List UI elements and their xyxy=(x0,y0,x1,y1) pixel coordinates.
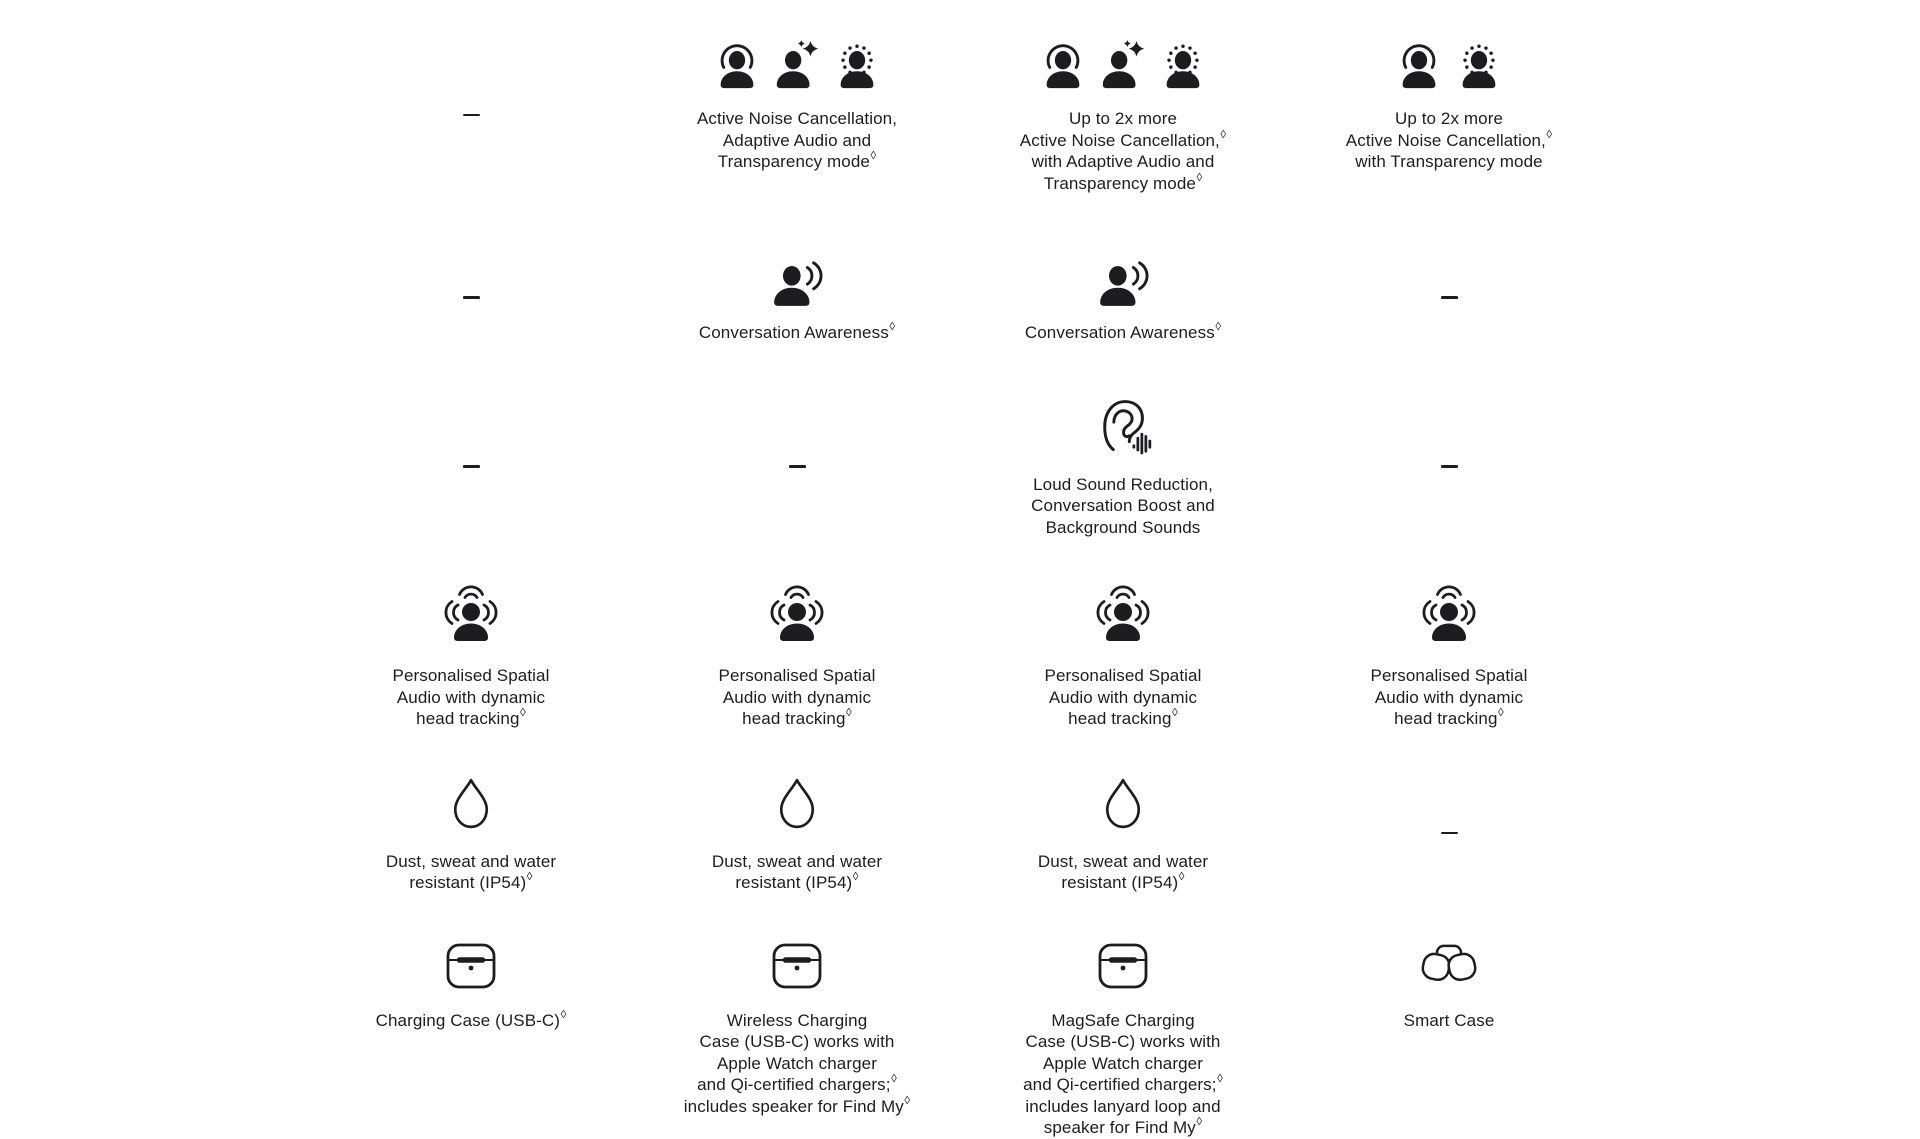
feature-description xyxy=(1020,108,1226,194)
cell-hearing-assistance-col2 xyxy=(634,396,960,539)
cell-charging-case-col2 xyxy=(634,938,960,1139)
cell-noise-control-col1 xyxy=(308,36,634,194)
footnote-diamond: ◊ xyxy=(870,150,877,163)
feature-description xyxy=(393,665,550,730)
cell-noise-control-col2 xyxy=(634,36,960,194)
feature-icon-group xyxy=(450,773,492,833)
footnote-diamond: ◊ xyxy=(520,707,526,720)
cell-charging-case-col3 xyxy=(960,938,1286,1139)
feature-text-line: Background Sounds xyxy=(1045,517,1201,537)
cell-hearing-assistance-col4 xyxy=(1286,396,1612,539)
cell-hearing-assistance-col3 xyxy=(960,396,1286,539)
feature-text-line: head tracking◊ xyxy=(742,707,852,728)
feature-description xyxy=(684,1010,910,1118)
feature-text-line: head tracking◊ xyxy=(1068,707,1178,728)
person-speech-waves-icon xyxy=(1096,254,1150,308)
person-anc-icon xyxy=(1394,39,1444,91)
feature-text-line: and Qi-certified chargers;◊ xyxy=(1023,1073,1223,1094)
feature-icon-group xyxy=(443,938,499,994)
not-available-dash xyxy=(1441,296,1458,299)
footnote-diamond: ◊ xyxy=(1546,128,1553,141)
feature-text-line: Audio with dynamic xyxy=(722,687,872,707)
feature-description xyxy=(719,665,876,730)
feature-text-line: Charging Case (USB-C)◊ xyxy=(375,1008,567,1030)
cell-hearing-assistance-col1 xyxy=(308,396,634,539)
feature-text-line: Dust, sweat and water xyxy=(385,851,557,871)
feature-text-line: resistant (IP54)◊ xyxy=(1061,871,1185,892)
feature-description xyxy=(1404,1010,1495,1032)
feature-row-charging-case xyxy=(0,938,1920,1139)
cell-charging-case-col4 xyxy=(1286,938,1612,1139)
feature-text-line: and Qi-certified chargers;◊ xyxy=(697,1073,897,1094)
cell-noise-control-col3 xyxy=(960,36,1286,194)
feature-text-line: resistant (IP54)◊ xyxy=(735,871,859,892)
feature-description xyxy=(699,322,895,344)
cell-water-resistance-col4 xyxy=(1286,773,1612,894)
feature-description xyxy=(1025,322,1221,344)
footnote-diamond: ◊ xyxy=(891,1073,897,1086)
cell-water-resistance-col1 xyxy=(308,773,634,894)
feature-icon-group xyxy=(1413,583,1485,651)
cell-water-resistance-col3 xyxy=(960,773,1286,894)
footnote-diamond: ◊ xyxy=(1196,1116,1203,1129)
cell-spatial-audio-col2 xyxy=(634,583,960,730)
person-anc-icon xyxy=(1038,39,1088,91)
feature-text-line: Case (USB-C) works with xyxy=(699,1032,895,1051)
cell-spatial-audio-col4 xyxy=(1286,583,1612,730)
feature-text-line: Active Noise Cancellation,◊ xyxy=(1019,128,1227,150)
feature-text-line: Transparency mode◊ xyxy=(1043,171,1203,193)
feature-icon-group xyxy=(1093,396,1153,462)
feature-text-line: resistant (IP54)◊ xyxy=(409,871,533,892)
not-available-dash xyxy=(1441,465,1458,468)
feature-row-spatial-audio xyxy=(0,583,1920,730)
feature-text-line: includes lanyard loop and xyxy=(1025,1096,1221,1116)
feature-row-noise-control xyxy=(0,36,1920,194)
water-drop-icon xyxy=(450,774,492,832)
feature-text-line: includes speaker for Find My◊ xyxy=(683,1094,911,1116)
feature-row-hearing-assistance xyxy=(0,396,1920,539)
spatial-audio-icon xyxy=(1413,585,1485,649)
feature-description xyxy=(1045,665,1202,730)
smart-case-icon xyxy=(1418,943,1480,989)
feature-text-line: Conversation Boost and xyxy=(1031,496,1215,515)
person-adaptive-audio-icon xyxy=(772,39,822,91)
feature-text-line: Audio with dynamic xyxy=(1048,687,1198,707)
footnote-diamond: ◊ xyxy=(1196,171,1203,184)
feature-text-line: Personalised Spatial xyxy=(392,666,550,685)
feature-text-line: Up to 2x more xyxy=(1394,109,1504,128)
feature-icon-group xyxy=(770,252,824,310)
feature-description xyxy=(1038,851,1208,894)
footnote-diamond: ◊ xyxy=(1220,128,1227,141)
feature-text-line: with Transparency mode xyxy=(1355,152,1543,171)
not-available-dash xyxy=(789,465,806,468)
feature-text-line: Apple Watch charger xyxy=(716,1053,877,1073)
person-adaptive-audio-icon xyxy=(1098,39,1148,91)
feature-text-line: Adaptive Audio and xyxy=(722,130,872,150)
not-available-dash xyxy=(463,296,480,299)
feature-description xyxy=(1371,665,1528,730)
cell-spatial-audio-col3 xyxy=(960,583,1286,730)
feature-text-line: Up to 2x more xyxy=(1068,109,1178,128)
feature-icon-group xyxy=(1418,938,1480,994)
not-available-dash xyxy=(1441,832,1458,835)
footnote-diamond: ◊ xyxy=(852,871,859,884)
feature-description xyxy=(376,1010,567,1032)
feature-description xyxy=(1031,474,1215,539)
person-transparency-icon xyxy=(1454,39,1504,91)
feature-icon-group xyxy=(1394,36,1504,94)
feature-description xyxy=(712,851,882,894)
feature-text-line: Transparency mode◊ xyxy=(717,150,877,171)
feature-text-line: with Adaptive Audio and xyxy=(1031,152,1215,171)
footnote-diamond: ◊ xyxy=(1217,1073,1223,1086)
feature-row-conversation-awareness xyxy=(0,252,1920,344)
footnote-diamond: ◊ xyxy=(904,1094,911,1107)
not-available-dash xyxy=(463,465,480,468)
feature-description xyxy=(697,108,897,173)
spatial-audio-icon xyxy=(435,585,507,649)
cell-conversation-awareness-col2 xyxy=(634,252,960,344)
footnote-diamond: ◊ xyxy=(1215,321,1222,334)
feature-text-line: Apple Watch charger xyxy=(1042,1053,1203,1073)
feature-text-line: Active Noise Cancellation, xyxy=(696,109,898,128)
feature-text-line: Personalised Spatial xyxy=(1044,666,1202,685)
feature-row-water-resistance xyxy=(0,773,1920,894)
spatial-audio-icon xyxy=(761,585,833,649)
person-speech-waves-icon xyxy=(770,254,824,308)
person-anc-icon xyxy=(712,39,762,91)
feature-text-line: Loud Sound Reduction, xyxy=(1033,474,1213,494)
feature-text-line: Dust, sweat and water xyxy=(711,851,883,871)
cell-noise-control-col4 xyxy=(1286,36,1612,194)
feature-description xyxy=(1346,108,1552,173)
cell-charging-case-col1 xyxy=(308,938,634,1139)
feature-icon-group xyxy=(1095,938,1151,994)
charging-case-icon xyxy=(1095,940,1151,992)
feature-text-line: Wireless Charging xyxy=(726,1010,868,1030)
cell-spatial-audio-col1 xyxy=(308,583,634,730)
feature-text-line: Audio with dynamic xyxy=(396,687,546,707)
feature-text-line: Conversation Awareness◊ xyxy=(698,321,896,342)
feature-text-line: speaker for Find My◊ xyxy=(1043,1116,1203,1137)
person-transparency-icon xyxy=(832,39,882,91)
feature-icon-group xyxy=(761,583,833,651)
not-available-dash xyxy=(463,114,480,117)
feature-text-line: Smart Case xyxy=(1403,1010,1495,1030)
cell-conversation-awareness-col4 xyxy=(1286,252,1612,344)
feature-text-line: Conversation Awareness◊ xyxy=(1024,321,1222,342)
ear-waveform-icon xyxy=(1093,397,1153,461)
feature-icon-group xyxy=(1087,583,1159,651)
cell-conversation-awareness-col1 xyxy=(308,252,634,344)
feature-text-line: Audio with dynamic xyxy=(1374,687,1524,707)
feature-text-line: Dust, sweat and water xyxy=(1037,851,1209,871)
footnote-diamond: ◊ xyxy=(846,707,852,720)
footnote-diamond: ◊ xyxy=(1172,707,1178,720)
footnote-diamond: ◊ xyxy=(526,871,533,884)
feature-text-line: Personalised Spatial xyxy=(718,666,876,685)
feature-icon-group xyxy=(1102,773,1144,833)
charging-case-icon xyxy=(769,940,825,992)
footnote-diamond: ◊ xyxy=(1498,707,1504,720)
water-drop-icon xyxy=(776,774,818,832)
footnote-diamond: ◊ xyxy=(560,1008,567,1021)
charging-case-icon xyxy=(443,940,499,992)
cell-conversation-awareness-col3 xyxy=(960,252,1286,344)
feature-text-line: Personalised Spatial xyxy=(1370,666,1528,685)
feature-icon-group xyxy=(1038,36,1208,94)
spatial-audio-icon xyxy=(1087,585,1159,649)
feature-description xyxy=(386,851,556,894)
footnote-diamond: ◊ xyxy=(889,321,896,334)
feature-icon-group xyxy=(769,938,825,994)
feature-text-line: head tracking◊ xyxy=(416,707,526,728)
person-transparency-icon xyxy=(1158,39,1208,91)
water-drop-icon xyxy=(1102,774,1144,832)
feature-text-line: Case (USB-C) works with xyxy=(1025,1032,1221,1051)
feature-text-line: Active Noise Cancellation,◊ xyxy=(1345,128,1553,150)
feature-description xyxy=(1023,1010,1223,1139)
cell-water-resistance-col2 xyxy=(634,773,960,894)
footnote-diamond: ◊ xyxy=(1178,871,1185,884)
feature-icon-group xyxy=(712,36,882,94)
feature-text-line: head tracking◊ xyxy=(1394,707,1504,728)
feature-text-line: MagSafe Charging xyxy=(1051,1010,1195,1030)
feature-icon-group xyxy=(435,583,507,651)
feature-icon-group xyxy=(1096,252,1150,310)
feature-icon-group xyxy=(776,773,818,833)
